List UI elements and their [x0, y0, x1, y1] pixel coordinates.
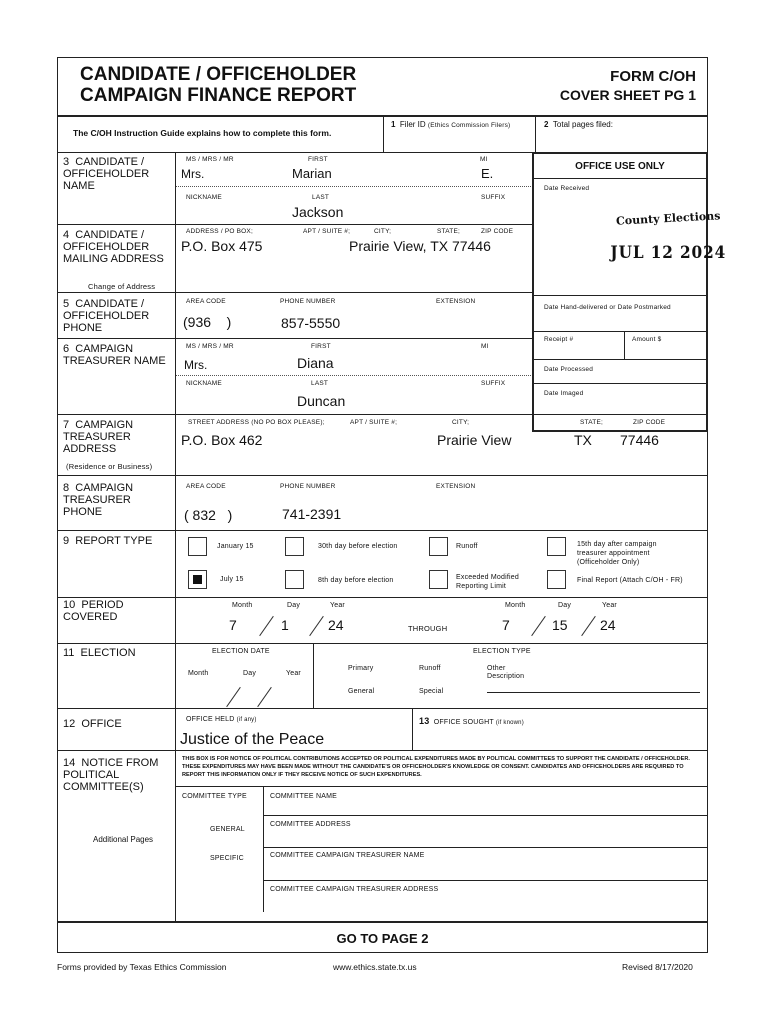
section-9-label: [63, 535, 173, 547]
from-year-value: 24: [328, 617, 344, 633]
section-9-text: REPORT TYPE: [75, 535, 153, 547]
candidate-last-name: Jackson: [292, 204, 344, 220]
section-number: 4: [63, 229, 70, 241]
instruction-text: The C/OH Instruction Guide explains how to complete this form.: [73, 128, 332, 138]
treasurer-address: P.O. Box 462: [181, 432, 263, 448]
apt-suite-label: APT / SUITE #;: [303, 228, 351, 235]
divider: [57, 750, 708, 751]
last-label: LAST: [312, 194, 330, 201]
to-month-value: 7: [502, 617, 510, 633]
treasurer-prefix: Mrs.: [184, 358, 208, 372]
other-description-label: Other Description: [487, 665, 525, 680]
section-6-text: CAMPAIGN TREASURER NAME: [63, 343, 166, 367]
checkbox-runoff[interactable]: [429, 537, 448, 556]
notice-text: THIS BOX IS FOR NOTICE OF POLITICAL CONTRIBUTIONS ACCEPTED OR POLITICAL EXPENDITURES MADE BY POLITICAL COMMITTEES TO SUPPORT THE CANDIDATE / OFFICEHOLDER. THESE EXPENDITURES MAY HAVE BEEN MADE WITHOUT THE CANDIDATE'S OR OFFICEHOLDER'S KNOWLEDGE OR CONSENT. CANDIDATES AND OFFICEHOLDERS ARE REQUIRED TO REPORT THIS INFORMATION ONLY IF THEY RECEIVE NOTICE OF SUCH EXPENDITURES.: [182, 756, 690, 778]
checkbox-30th-day[interactable]: [285, 537, 304, 556]
nickname-label: NICKNAME: [186, 380, 222, 387]
other-description-line: [487, 692, 700, 693]
15th-day-label: 15th day after campaign treasurer appointment (Officeholder Only): [577, 541, 657, 566]
section-10-label: [63, 599, 173, 623]
receipt-label: Receipt #: [544, 336, 574, 343]
january-15-label: January 15: [217, 543, 254, 550]
candidate-phone: 857-5550: [281, 315, 341, 331]
form-title-line1: CANDIDATE / OFFICEHOLDER: [80, 64, 357, 85]
mi-label: MI: [480, 156, 488, 163]
stamp-date: JUL 12 2024: [610, 243, 727, 263]
divider: [412, 708, 413, 750]
last-label: LAST: [311, 380, 329, 387]
election-month-label: Month: [188, 670, 209, 677]
date-processed-label: Date Processed: [544, 366, 594, 373]
office-use-title: OFFICE USE ONLY: [575, 161, 665, 172]
section-6-label: [63, 343, 173, 367]
election-type-label: ELECTION TYPE: [473, 648, 531, 655]
to-year-value: 24: [600, 617, 616, 633]
divider: [57, 708, 708, 709]
extension-label: EXTENSION: [436, 298, 476, 305]
treasurer-phone: 741-2391: [282, 506, 342, 522]
office-sought-note: (if known): [495, 720, 524, 726]
section-11-text: ELECTION: [80, 647, 136, 659]
area-code-close: ): [226, 314, 232, 330]
state-label: STATE;: [437, 228, 460, 235]
amount-label: Amount $: [632, 336, 662, 343]
committee-address-label: COMMITTEE ADDRESS: [270, 821, 351, 828]
form-title-line2: CAMPAIGN FINANCE REPORT: [80, 85, 357, 106]
from-month-label: Month: [232, 602, 253, 609]
city-label: CITY;: [452, 419, 470, 426]
total-pages-text: Total pages filed:: [552, 120, 613, 129]
section-5-label: [63, 298, 173, 334]
treasurer-area-code: [184, 507, 232, 523]
general-committee-label: GENERAL: [210, 826, 245, 833]
treasurer-city: Prairie View: [437, 432, 512, 448]
divider: [313, 643, 314, 708]
area-code-value: ( 832: [184, 507, 216, 523]
office-held-value: Justice of the Peace: [180, 731, 325, 748]
divider: [57, 292, 532, 293]
section-14-text: NOTICE FROM POLITICAL COMMITTEE(S): [63, 757, 159, 793]
section-number: 6: [63, 343, 70, 355]
candidate-prefix: Mrs.: [181, 167, 205, 181]
final-report-label: Final Report (Attach C/OH - FR): [577, 577, 683, 584]
exceeded-limit-label: Exceeded Modified Reporting Limit: [456, 574, 519, 590]
zip-label: ZIP CODE: [481, 228, 514, 235]
section-8-label: [63, 482, 173, 518]
section-number: 9: [63, 535, 70, 547]
address-label: ADDRESS / PO BOX;: [186, 228, 253, 235]
filer-id-note: (Ethics Commission Filers): [427, 122, 511, 129]
extension-label: EXTENSION: [436, 483, 476, 490]
divider: [383, 115, 384, 152]
office-held-text: OFFICE HELD: [186, 716, 235, 723]
area-code-label: AREA CODE: [186, 298, 226, 305]
section-number: 3: [63, 156, 70, 168]
section-number: 14: [63, 757, 76, 769]
from-day-value: 1: [281, 617, 289, 633]
date-hand-delivered-label: Date Hand-delivered or Date Postmarked: [544, 304, 671, 311]
divider: [57, 338, 532, 339]
label-column-divider: [175, 152, 176, 922]
section-number: 11: [63, 647, 75, 659]
date-received-label: Date Received: [544, 185, 590, 192]
go-to-page-2: GO TO PAGE 2: [336, 931, 429, 946]
area-code-close: ): [227, 507, 233, 523]
zip-label: ZIP CODE: [633, 419, 666, 426]
committee-type-label: COMMITTEE TYPE: [182, 793, 247, 800]
committee-treasurer-name-label: COMMITTEE CAMPAIGN TREASURER NAME: [270, 852, 425, 859]
section-number: 2: [544, 120, 549, 129]
divider: [534, 383, 706, 384]
30th-day-label: 30th day before election: [318, 543, 398, 550]
city-label: CITY;: [374, 228, 392, 235]
street-address-label: STREET ADDRESS (NO PO BOX PLEASE);: [188, 419, 325, 426]
section-number: 10: [63, 599, 76, 611]
divider: [624, 331, 625, 359]
through-label: THROUGH: [408, 624, 448, 633]
section-11-label: [63, 647, 173, 659]
section-3-text: CANDIDATE / OFFICEHOLDER NAME: [63, 156, 150, 192]
area-code-label: AREA CODE: [186, 483, 226, 490]
candidate-city-state-zip: Prairie View, TX 77446: [349, 238, 491, 254]
divider: [176, 375, 531, 376]
divider: [534, 295, 706, 296]
runoff-label: Runoff: [419, 665, 441, 672]
to-day-label: Day: [558, 602, 572, 609]
divider: [57, 921, 708, 923]
nickname-label: NICKNAME: [186, 194, 222, 201]
to-day-value: 15: [552, 617, 568, 633]
section-number: 12: [63, 718, 76, 730]
july-15-label: July 15: [220, 576, 244, 583]
divider: [57, 530, 708, 531]
checkbox-january-15[interactable]: [188, 537, 207, 556]
change-of-address-label: Change of Address: [88, 282, 156, 291]
section-14-label: [63, 757, 173, 793]
checkbox-july-15[interactable]: [188, 570, 207, 589]
candidate-first-name: Marian: [292, 166, 332, 181]
checkbox-final-report[interactable]: [547, 570, 566, 589]
checkbox-15th-day[interactable]: [547, 537, 566, 556]
checkbox-exceeded-limit[interactable]: [429, 570, 448, 589]
additional-pages-label: Additional Pages: [93, 835, 154, 844]
prefix-label: MS / MRS / MR: [186, 156, 234, 163]
from-year-label: Year: [330, 602, 345, 609]
treasurer-last-name: Duncan: [297, 393, 346, 409]
candidate-mi: E.: [481, 166, 494, 181]
office-sought-text: OFFICE SOUGHT: [433, 719, 494, 726]
phone-number-label: PHONE NUMBER: [280, 483, 336, 490]
treasurer-zip: 77446: [620, 432, 659, 448]
runoff-label: Runoff: [456, 543, 478, 550]
office-sought-label: [419, 716, 524, 726]
section-8-text: CAMPAIGN TREASURER PHONE: [63, 482, 134, 518]
apt-suite-label: APT / SUITE #;: [350, 419, 398, 426]
8th-day-label: 8th day before election: [318, 577, 394, 584]
area-code-value: (936: [183, 314, 212, 330]
office-held-label: [186, 716, 257, 723]
prefix-label: MS / MRS / MR: [186, 343, 234, 350]
section-12-text: OFFICE: [81, 718, 122, 730]
first-label: FIRST: [308, 156, 328, 163]
footer-center: www.ethics.state.tx.us: [333, 962, 417, 972]
to-month-label: Month: [505, 602, 526, 609]
cover-sheet-label: COVER SHEET PG 1: [559, 87, 696, 103]
divider: [264, 880, 708, 881]
divider: [263, 786, 264, 912]
phone-number-label: PHONE NUMBER: [280, 298, 336, 305]
footer-right: Revised 8/17/2020: [622, 962, 693, 972]
section-10-text: PERIOD COVERED: [63, 599, 124, 623]
treasurer-state: TX: [574, 432, 592, 448]
divider: [264, 847, 708, 848]
specific-committee-label: SPECIFIC: [210, 855, 244, 862]
from-month-value: 7: [229, 617, 237, 633]
suffix-label: SUFFIX: [481, 380, 506, 387]
committee-name-label: COMMITTEE NAME: [270, 793, 337, 800]
section-number: 13: [419, 716, 430, 726]
general-label: General: [348, 688, 375, 695]
form-code: FORM C/OH: [610, 68, 696, 85]
treasurer-first-name: Diana: [297, 355, 334, 371]
date-imaged-label: Date Imaged: [544, 390, 584, 397]
first-label: FIRST: [311, 343, 331, 350]
section-4-label: [63, 229, 173, 265]
mi-label: MI: [481, 343, 489, 350]
election-day-label: Day: [243, 670, 257, 677]
election-year-label: Year: [286, 670, 301, 677]
section-number: 1: [391, 120, 396, 129]
state-label: STATE;: [580, 419, 603, 426]
divider: [534, 331, 706, 332]
stamp-county-elections: County Elections: [615, 209, 721, 228]
section-7-text: CAMPAIGN TREASURER ADDRESS: [63, 419, 134, 455]
residence-business-label: (Residence or Business): [66, 462, 153, 471]
total-pages-label: [544, 120, 613, 129]
election-date-label: ELECTION DATE: [212, 648, 270, 655]
section-4-text: CANDIDATE / OFFICEHOLDER MAILING ADDRESS: [63, 229, 164, 265]
suffix-label: SUFFIX: [481, 194, 506, 201]
divider: [264, 815, 708, 816]
divider: [534, 178, 706, 179]
from-day-label: Day: [287, 602, 301, 609]
checkbox-8th-day[interactable]: [285, 570, 304, 589]
divider: [57, 643, 708, 644]
divider: [176, 786, 708, 787]
section-number: 7: [63, 419, 70, 431]
section-number: 5: [63, 298, 70, 310]
committee-treasurer-address-label: COMMITTEE CAMPAIGN TREASURER ADDRESS: [270, 886, 439, 893]
footer-left: Forms provided by Texas Ethics Commission: [57, 962, 227, 972]
divider: [57, 597, 708, 598]
filer-id-label: [391, 120, 510, 129]
special-label: Special: [419, 688, 444, 695]
section-7-label: [63, 419, 173, 455]
section-12-label: [63, 718, 173, 730]
divider: [57, 475, 708, 476]
office-held-note: (if any): [236, 717, 257, 723]
filer-id-text: Filer ID: [399, 120, 426, 129]
section-5-text: CANDIDATE / OFFICEHOLDER PHONE: [63, 298, 150, 334]
divider: [534, 359, 706, 360]
candidate-address: P.O. Box 475: [181, 238, 263, 254]
section-3-label: [63, 156, 173, 192]
divider: [57, 224, 532, 225]
to-year-label: Year: [602, 602, 617, 609]
divider: [535, 115, 536, 152]
divider: [176, 186, 531, 187]
primary-label: Primary: [348, 665, 374, 672]
section-number: 8: [63, 482, 70, 494]
candidate-area-code: [183, 314, 231, 330]
